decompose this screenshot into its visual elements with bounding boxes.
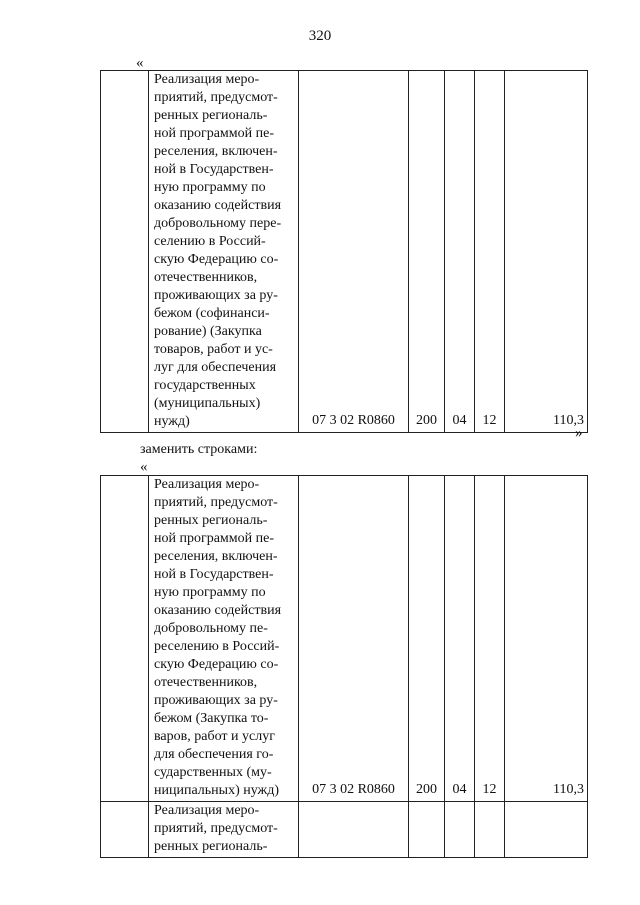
description-line: приятий, предусмот-: [154, 495, 278, 510]
description-line: Реализация меро-: [154, 477, 260, 492]
description-line: ренных региональ-: [154, 839, 268, 854]
table-replacement: [100, 475, 588, 858]
description-line: Реализация меро-: [154, 72, 260, 87]
description-line: для обеспечения го-: [154, 747, 274, 762]
section-code: 04: [445, 71, 475, 433]
description-line: приятий, предусмот-: [154, 821, 278, 836]
description-line: ниципальных) нужд): [154, 783, 279, 798]
description-line: ной программой пе-: [154, 531, 275, 546]
empty-cell: [409, 802, 445, 858]
description-line: отечественников,: [154, 675, 258, 690]
description-line: бежом (софинанси-: [154, 306, 270, 321]
replace-instruction: заменить строками:: [140, 442, 258, 457]
description-line: бежом (Закупка то-: [154, 711, 269, 726]
description-line: ной программой пе-: [154, 126, 275, 141]
description-line: добровольному пере-: [154, 216, 282, 231]
description-line: добровольному пе-: [154, 621, 268, 636]
empty-cell: [475, 802, 505, 858]
empty-cell: [101, 802, 149, 858]
table-row: [101, 476, 588, 802]
description-line: ренных региональ-: [154, 513, 268, 528]
page-number: 320: [308, 28, 332, 44]
description-line: ренных региональ-: [154, 108, 268, 123]
expense-type-code: 200: [409, 476, 445, 802]
open-quote-2: «: [140, 459, 148, 475]
desc-lines: [154, 802, 294, 856]
description-line: варов, работ и услуг: [154, 729, 275, 744]
description-line: скую Федерацию со-: [154, 657, 279, 672]
row-description: [149, 802, 299, 858]
target-article-code: 07 3 02 R0860: [299, 476, 409, 802]
table-row: [101, 71, 588, 433]
row-description: [149, 476, 299, 802]
description-line: селению в Россий-: [154, 234, 266, 249]
empty-cell: [101, 71, 149, 433]
description-line: отечественников,: [154, 270, 258, 285]
description-line: реселения, включен-: [154, 144, 278, 159]
description-line: ную программу по: [154, 585, 266, 600]
table-row: [101, 802, 588, 858]
description-line: (муниципальных): [154, 396, 261, 411]
description-line: товаров, работ и ус-: [154, 342, 273, 357]
desc-lines: [154, 476, 294, 800]
empty-cell: [299, 802, 409, 858]
description-line: государственных: [154, 378, 256, 393]
description-line: ной в Государствен-: [154, 567, 274, 582]
target-article-code: 07 3 02 R0860: [299, 71, 409, 433]
close-quote: »: [575, 425, 583, 441]
open-quote-1: «: [136, 55, 144, 71]
row-description: [149, 71, 299, 433]
empty-cell: [101, 476, 149, 802]
empty-cell: [445, 802, 475, 858]
description-line: приятий, предусмот-: [154, 90, 278, 105]
expense-type-code: 200: [409, 71, 445, 433]
description-line: ную программу по: [154, 180, 266, 195]
section-code: 04: [445, 476, 475, 802]
empty-cell: [505, 802, 588, 858]
description-line: реселению в Россий-: [154, 639, 280, 654]
description-line: луг для обеспечения: [154, 360, 277, 375]
description-line: реселения, включен-: [154, 549, 278, 564]
amount: 110,3: [505, 476, 588, 802]
description-line: нужд): [154, 414, 190, 429]
table-original: [100, 70, 588, 433]
description-line: скую Федерацию со-: [154, 252, 279, 267]
description-line: оказанию содействия: [154, 603, 282, 618]
description-line: проживающих за ру-: [154, 288, 278, 303]
description-line: Реализация меро-: [154, 803, 260, 818]
description-line: проживающих за ру-: [154, 693, 278, 708]
description-line: сударственных (му-: [154, 765, 272, 780]
desc-lines: [154, 71, 294, 431]
description-line: рование) (Закупка: [154, 324, 262, 339]
description-line: ной в Государствен-: [154, 162, 274, 177]
description-line: оказанию содействия: [154, 198, 282, 213]
subsection-code: 12: [475, 71, 505, 433]
subsection-code: 12: [475, 476, 505, 802]
amount: 110,3: [505, 71, 588, 433]
